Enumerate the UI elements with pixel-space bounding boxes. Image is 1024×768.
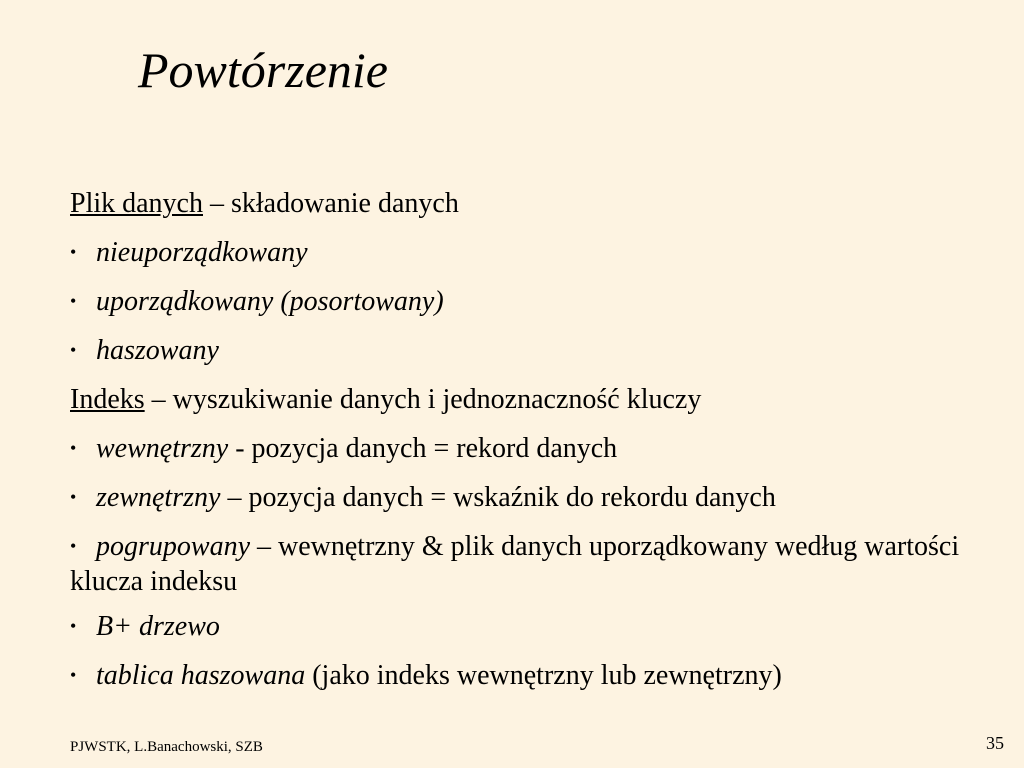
topic-line-indeks — [70, 382, 970, 431]
topic-line-plik-danych — [70, 186, 970, 235]
bullet-icon: • — [70, 536, 77, 556]
bullet-description: – wewnętrzny & plik danych uporządkowany według wartości klucza indeksu — [70, 531, 960, 597]
bullet-item — [70, 658, 970, 707]
bullet-description: (jako indeks wewnętrzny lub zewnętrzny) — [305, 660, 782, 691]
bullet-term: uporządkowany (posortowany) — [96, 286, 444, 317]
bullet-term: B+ drzewo — [96, 611, 220, 642]
topic-term: Plik danych — [70, 188, 203, 219]
bullet-item — [70, 529, 970, 609]
page-number: 35 — [986, 733, 1004, 753]
bullet-icon: • — [70, 291, 77, 311]
topic-description: – składowanie danych — [203, 188, 459, 219]
bullet-icon: • — [70, 340, 77, 360]
bullet-item — [70, 609, 970, 658]
bullet-term: wewnętrzny — [96, 433, 229, 464]
bullet-description: - pozycja danych = rekord danych — [228, 433, 618, 464]
bullet-item — [70, 431, 970, 480]
bullet-term: pogrupowany — [96, 531, 250, 562]
bullet-term: zewnętrzny — [96, 482, 221, 513]
bullet-term: nieuporządkowany — [96, 237, 308, 268]
bullet-item — [70, 235, 970, 284]
footer-author: PJWSTK, L.Banachowski, SZB — [70, 739, 263, 755]
bullet-item — [70, 480, 970, 529]
bullet-term: haszowany — [96, 335, 219, 366]
bullet-icon: • — [70, 438, 77, 458]
slide-content — [70, 186, 970, 707]
topic-description: – wyszukiwanie danych i jednoznaczność kluczy — [144, 384, 702, 415]
bullet-item — [70, 333, 970, 382]
topic-term: Indeks — [70, 384, 145, 415]
bullet-item — [70, 284, 970, 333]
bullet-icon: • — [70, 616, 77, 636]
bullet-icon: • — [70, 242, 77, 262]
bullet-description: – pozycja danych = wskaźnik do rekordu danych — [220, 482, 776, 513]
bullet-icon: • — [70, 487, 77, 507]
slide-title: Powtórzenie — [138, 42, 388, 98]
bullet-icon: • — [70, 665, 77, 685]
bullet-term: tablica haszowana — [96, 660, 306, 691]
